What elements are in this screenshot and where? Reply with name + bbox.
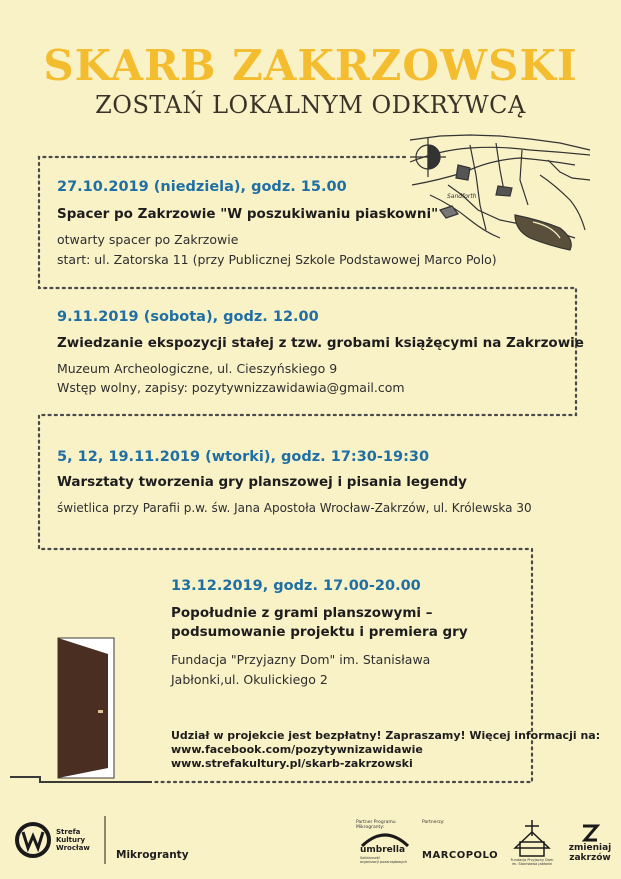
fundacja-logo-text — [510, 858, 554, 866]
event-1-info-2: start: ul. Zatorska 11 (przy Publicznej Szkole Podstawowej Marco Polo) — [57, 252, 497, 267]
event-2-date: 9.11.2019 (sobota), godz. 12.00 — [57, 309, 319, 325]
map-label: Sandforth — [447, 193, 477, 200]
event-2-title: Zwiedzanie ekspozycji stałej z tzw. grobami książęcymi na Zakrzowie — [57, 335, 584, 351]
event-2-info-2: Wstęp wolny, zapisy: pozytywnizzawidawia@gmail.com — [57, 380, 405, 395]
partner-program-label — [356, 820, 396, 830]
event-3-title: Warsztaty tworzenia gry planszowej i pisania legendy — [57, 474, 467, 490]
event-4-date: 13.12.2019, godz. 17.00-20.00 — [171, 578, 421, 594]
door-illustration — [58, 638, 114, 778]
map-sketch — [410, 135, 590, 250]
umbrella-subtext — [360, 856, 407, 864]
zmieniaj-line-1: zmieniaj — [568, 843, 612, 853]
strefa-line-2: Kultury — [56, 836, 86, 844]
umbrella-sub-2: organizacji pozarządowych — [360, 860, 408, 864]
zmieniaj-line-2: zakrzów — [569, 853, 611, 863]
strefa-kultury-text — [56, 828, 90, 852]
event-2-info-1: Muzeum Archeologiczne, ul. Cieszyńskiego 9 — [57, 361, 338, 376]
event-4-info-2: Jabłonki,ul. Okulickiego 2 — [171, 672, 328, 687]
event-4-title-2: podsumowanie projektu i premiera gry — [171, 624, 468, 640]
marcopolo-logo: MARCOPOLO — [422, 850, 499, 861]
event-1-title: Spacer po Zakrzowie "W poszukiwaniu piaskowni" — [57, 206, 439, 222]
footnote-line-1: Udział w projekcie jest bezpłatny! Zapraszamy! Więcej informacji na: — [171, 729, 601, 742]
umbrella-logo: umbrella — [360, 845, 406, 855]
strefa-line-1: Strefa — [56, 828, 81, 836]
fundacja-house-icon — [515, 820, 549, 856]
poster-subtitle: ZOSTAŃ LOKALNYM ODKRYWCĄ — [95, 91, 526, 119]
website-link[interactable]: www.strefakultury.pl/skarb-zakrzowski — [171, 757, 413, 770]
partners-label: Partnerzy: — [422, 820, 445, 825]
poster-title: SKARB ZAKRZOWSKI — [43, 41, 578, 90]
zmieniaj-zakrzow-logo — [565, 843, 615, 863]
event-3-info-1: świetlica przy Parafii p.w. św. Jana Apostoła Wrocław-Zakrzów, ul. Królewska 30 — [57, 501, 532, 515]
partner-program-line-1: Partner Programu — [356, 820, 396, 825]
fundacja-line-1: Fundacja Przyjazny Dom — [510, 858, 554, 862]
mikrogranty-logo: Mikrogranty — [116, 849, 189, 861]
event-3-date: 5, 12, 19.11.2019 (wtorki), godz. 17:30-19:30 — [57, 449, 430, 465]
strefa-line-3: Wrocław — [56, 844, 90, 852]
fundacja-line-2: im. Stanisława Jabłonki — [511, 862, 553, 866]
umbrella-sub-1: Solidarność — [360, 856, 381, 860]
door-panel — [58, 638, 108, 778]
zmieniaj-mark — [583, 826, 597, 840]
facebook-link[interactable]: www.facebook.com/pozytywnizawidawie — [171, 743, 423, 756]
event-1-info-1: otwarty spacer po Zakrzowie — [57, 232, 239, 247]
event-4-info-1: Fundacja "Przyjazny Dom" im. Stanisława — [171, 652, 431, 667]
partner-program-line-2: Mikrogranty: — [356, 825, 385, 830]
event-4-title-1: Popołudnie z grami planszowymi – — [171, 605, 433, 621]
event-1-date: 27.10.2019 (niedziela), godz. 15.00 — [57, 179, 347, 195]
door-handle — [98, 710, 103, 713]
